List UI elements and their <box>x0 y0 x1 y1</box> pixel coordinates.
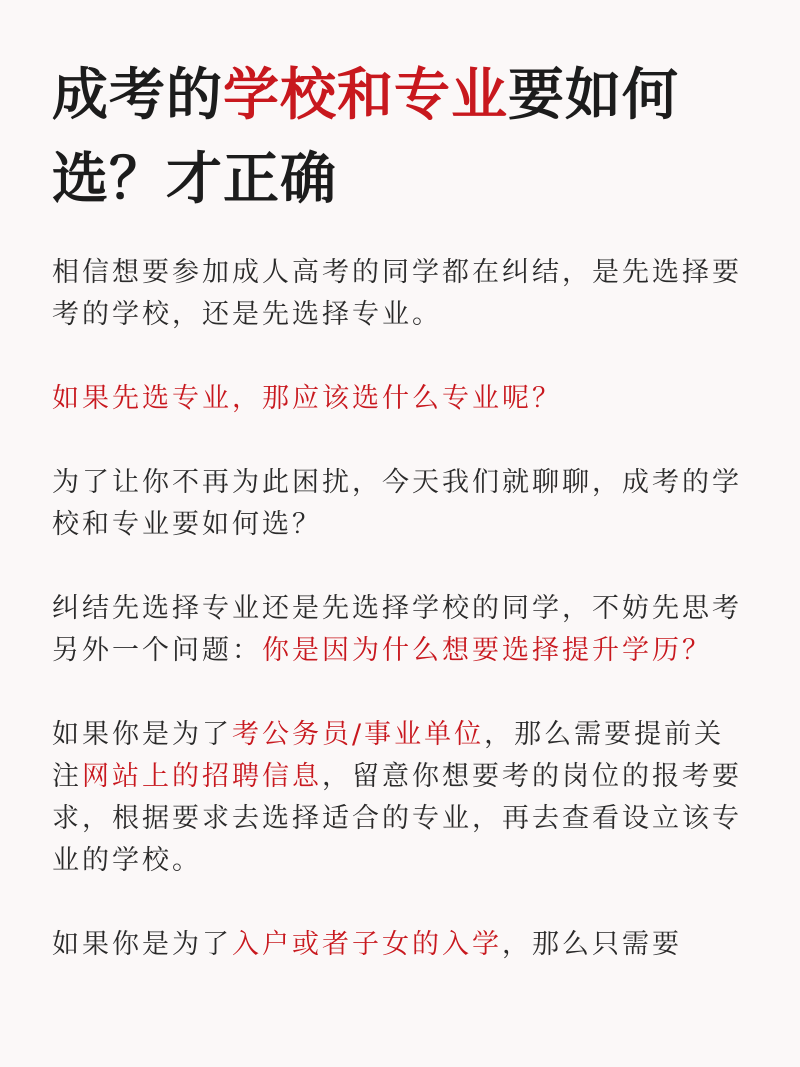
p4-text1: 纠结先选择专业还是先选择学校的同学，不妨先思考另外一个问题： <box>52 593 742 666</box>
p4-highlight: 你是因为什么想要选择提升学历？ <box>262 635 712 666</box>
p5-highlight1: 考公务员/事业单位 <box>232 719 485 750</box>
p6-text1: 如果你是为了 <box>52 929 232 960</box>
title-part1: 成考的 <box>52 63 223 128</box>
p5-text3: ，留意你想要考的岗位的报考要求，根据要求去选择适合的专业，再去查看设立该专业的学校。 <box>52 761 742 876</box>
paragraph-topic: 为了让你不再为此困扰，今天我们就聊聊，成考的学校和专业要如何选？ <box>52 467 742 540</box>
p6-text2: ，那么只需要 <box>502 929 682 960</box>
p5-text1: 如果你是为了 <box>52 719 232 750</box>
title-highlight: 学校和专业 <box>223 63 508 128</box>
p6-highlight1: 入户或者子女的入学 <box>232 929 502 960</box>
p5-text2: ，那么需要提前关注 <box>52 719 725 792</box>
title-part2: 要如何选？才正确 <box>52 63 679 212</box>
paragraph-residence <box>52 924 752 966</box>
article-title <box>52 54 752 222</box>
paragraph-question: 如果先选专业，那应该选什么专业呢？ <box>52 383 562 414</box>
p5-highlight2: 网站上的招聘信息 <box>82 761 322 792</box>
paragraph-civil-service <box>52 714 752 882</box>
paragraph-intro: 相信想要参加成人高考的同学都在纠结，是先选择要考的学校，还是先选择专业。 <box>52 257 742 330</box>
paragraph-think <box>52 588 752 672</box>
